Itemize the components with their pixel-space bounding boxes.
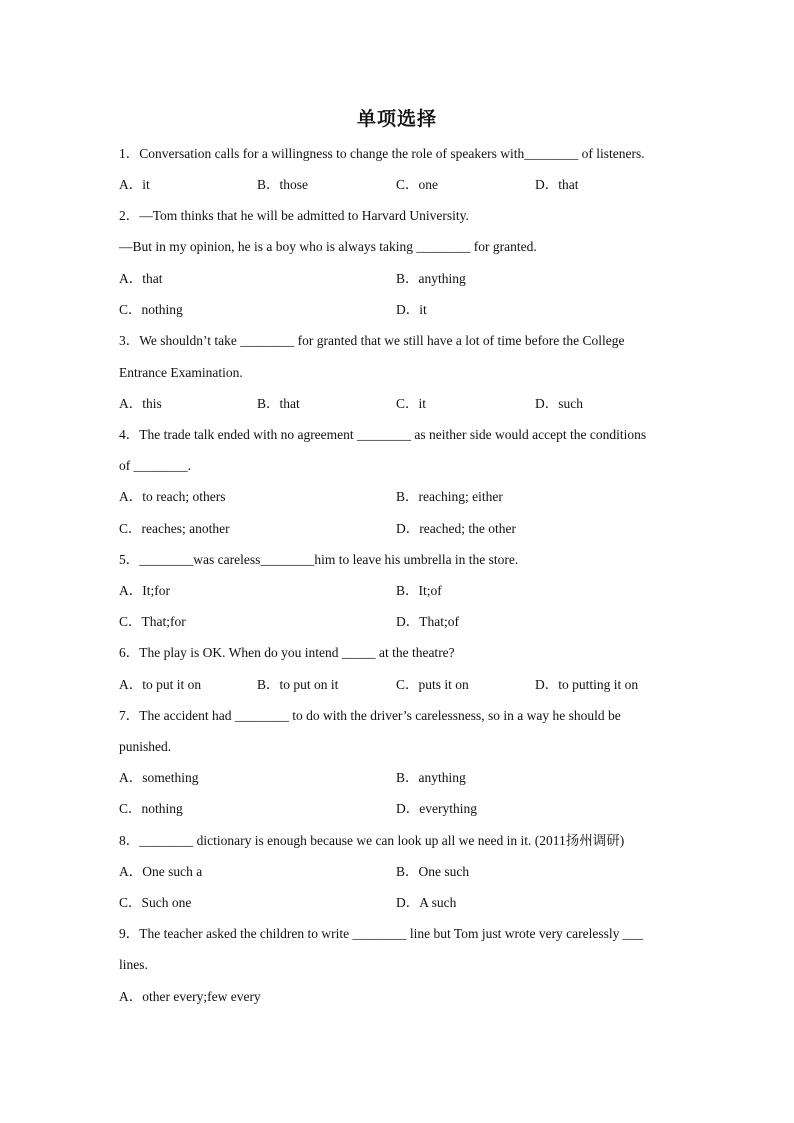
question-2-text: 2．—Tom thinks that he will be admitted to Harvard University. [119,208,469,223]
question-7-text: 7．The accident had ________ to do with the driver’s carelessness, so in a way he should be [119,708,621,723]
q1-option-c: C．one [396,177,438,192]
q8-option-c: C．Such one [119,895,192,910]
q5-option-a: A．It;for [119,583,170,598]
question-8-text: 8．________ dictionary is enough because we can look up all we need in it. (2011扬州调研) [119,833,625,848]
q4-option-a: A．to reach; others [119,489,226,504]
q7-option-c: C．nothing [119,801,183,816]
q1-option-a: A．it [119,177,150,192]
question-3-text: 3．We shouldn’t take ________ for granted that we still have a lot of time before the College [119,333,625,348]
question-9-text-cont: lines. [119,957,148,972]
q4-option-c: C．reaches; another [119,521,230,536]
q2-option-c: C．nothing [119,302,183,317]
q3-option-a: A．this [119,396,162,411]
q1-option-d: D．that [535,177,579,192]
question-4-text: 4．The trade talk ended with no agreement ________ as neither side would accept the conditions [119,427,647,442]
q2-option-d: D．it [396,302,427,317]
q5-option-d: D．That;of [396,614,459,629]
q7-option-b: B．anything [396,770,466,785]
q8-option-d: D．A such [396,895,457,910]
q8-option-b: B．One such [396,864,470,879]
q6-option-b: B．to put on it [257,677,339,692]
question-3-text-cont: Entrance Examination. [119,365,243,380]
q2-option-b: B．anything [396,271,466,286]
q4-option-b: B．reaching; either [396,489,503,504]
question-4-text-cont: of ________. [119,458,191,473]
q4-option-d: D．reached; the other [396,521,516,536]
page-title: 单项选择 [356,108,437,130]
q8-option-a: A．One such a [119,864,203,879]
q7-option-d: D．everything [396,801,477,816]
q2-option-a: A．that [119,271,163,286]
q3-option-d: D．such [535,396,583,411]
q7-option-a: A．something [119,770,199,785]
question-2-text-cont: —But in my opinion, he is a boy who is always taking ________ for granted. [119,239,537,254]
q9-option-a: A．other every;few every [119,989,261,1004]
q1-option-b: B．those [257,177,309,192]
q3-option-b: B．that [257,396,300,411]
q5-option-b: B．It;of [396,583,442,598]
q3-option-c: C．it [396,396,427,411]
q6-option-a: A．to put it on [119,677,202,692]
question-5-text: 5．________was careless________him to leave his umbrella in the store. [119,552,519,567]
question-6-text: 6．The play is OK. When do you intend _____ at the theatre? [119,645,455,660]
q5-option-c: C．That;for [119,614,186,629]
q6-option-c: C．puts it on [396,677,469,692]
question-7-text-cont: punished. [119,739,172,754]
q6-option-d: D．to putting it on [535,677,639,692]
question-9-text: 9．The teacher asked the children to write ________ line but Tom just wrote very carelessly ___ [119,926,644,941]
question-1-text: 1．Conversation calls for a willingness to change the role of speakers with________ of listeners. [119,146,645,161]
